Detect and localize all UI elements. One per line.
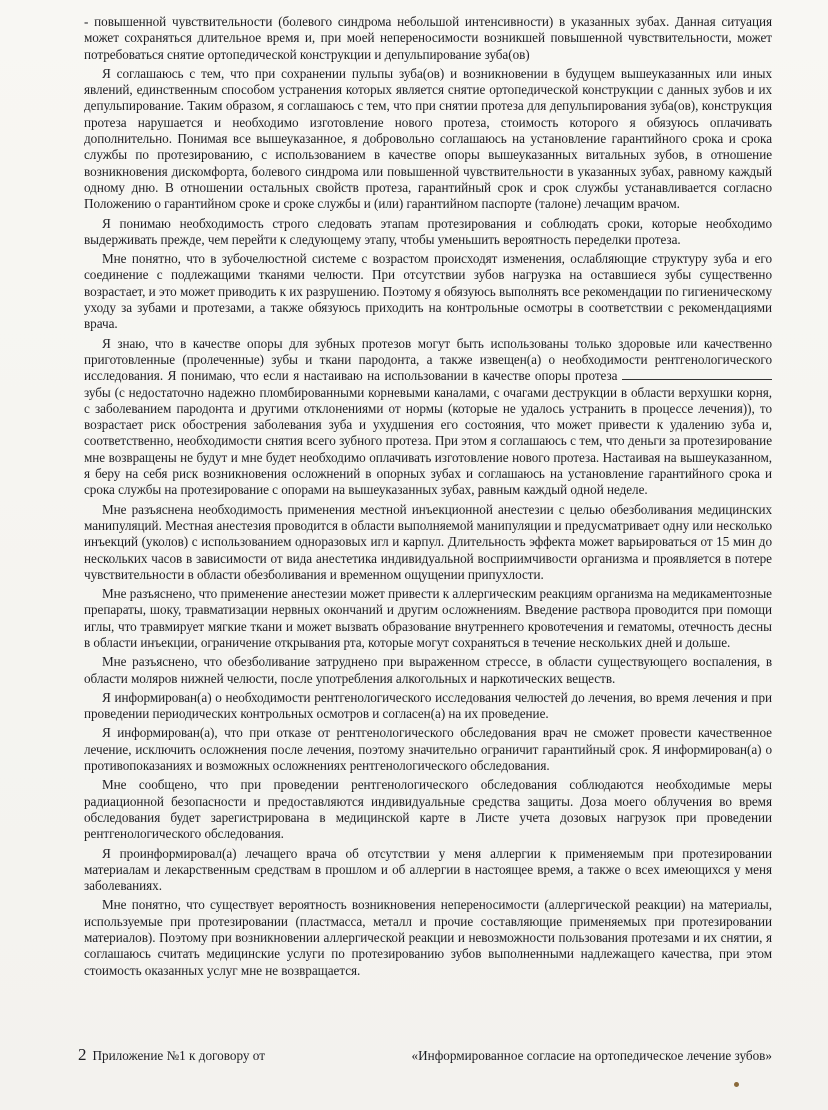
paragraph-text: Я знаю, что в качестве опоры для зубных протезов могут быть использованы только здоровые или качественно приготовленные (пролеченные) зубы и ткани пародонта, а также извещен(а) о необходимости рентгенологического исследования. Я понимаю, что если я настаиваю на использовании в качестве опоры протеза: [84, 335, 772, 384]
paragraph: Я проинформировал(а) лечащего врача об отсутствии у меня аллергии к применяемым при протезировании материалам и лекарственным средствам в прошлом и об аллергии в настоящее время, а также о всех имеющихся у меня заболеваниях.: [84, 845, 772, 894]
paragraph: Мне разъяснена необходимость применения местной инъекционной анестезии с целью обезболивания медицинских манипуляций. Местная анестезия проводится в области выполняемой манипуляции и предусматривает одну или несколько инъекций (уколов) с использованием одноразовых игл и карпул. Длительность эффекта может варьироваться от 15 мин до нескольких часов в зависимости от вида анестетика индивидуальной восприимчивости организма и проявляется в потере чувствительности в области обезболивания и временном ощущении припухлости.: [84, 501, 772, 582]
paper-speck: [734, 1082, 739, 1087]
paragraph: Я соглашаюсь с тем, что при сохранении пульпы зуба(ов) и возникновении в будущем вышеуказанных или иных явлений, единственным способом устранения которых является снятие ортопедической конструкции с данных зубов и их депульпирование. Таким образом, я соглашаюсь с тем, что при снятии протеза для депульпирования зуба(ов), конструкция протеза нарушается и необходимо изготовление нового протеза, стоимость которого я обязуюсь оплачивать дополнительно. Понимая все вышеуказанное, я добровольно соглашаюсь на установление гарантийного срока и срока службы по протезированию, с использованием в качестве опоры вышеуказанных витальных зубов, в отношение возникновения дискомфорта, болевого синдрома или повышенной чувствительности в указанных зубах, равному каждый одному дню. В отношении остальных свойств протеза, гарантийный срок и срок службы устанавливается согласно Положению о гарантийном сроке и сроке службы и (или) гарантийном паспорте (талоне) лечащим врачом.: [84, 65, 772, 212]
paragraph: Мне сообщено, что при проведении рентгенологического обследования соблюдаются необходимые меры радиационной безопасности и предоставляются индивидуальные средства защиты. Доза моего облучения во время обследования будет зарегистрирована в медицинской карте в Листе учета дозовых нагрузок при проведении рентгенологического обследования.: [84, 777, 772, 842]
paragraph-text-cont: зубы (с недостаточно надежно пломбированными корневыми каналами, с очагами деструкции в области верхушки корня, с заболеванием пародонта и другими отклонениями от нормы (которые не удалось устранить в процессе лечения)), то возрастает риск обострения заболевания зуба и ухудшения его состояния, что может привести к удалению зуба и, соответственно, необходимости снятия всего зубного протеза. При этом я соглашаюсь с тем, что деньги за протезирование мне возвращены не будут и мне будет необходимо оплачивать изготовление нового протеза. Настаивая на вышеуказанном, я беру на себя риск возникновения осложнений в опорных зубах и соглашаюсь на установление гарантийного срока и срока службы на протезирование с опорами на вышеуказанных зубах, равным каждый одной неделе.: [84, 384, 772, 498]
paragraph: - повышенной чувствительности (болевого синдрома небольшой интенсивности) в указанных зубах. Данная ситуация может сохраняться длительное время и, при моей непереносимости возникшей повышенной чувствительности, может потребоваться снятие ортопедической конструкции и депульпирование зуба(ов): [84, 14, 772, 62]
paragraph: Мне разъяснено, что обезболивание затруднено при выраженном стрессе, в области существующего воспаления, в области моляров нижней челюсти, после употребления алкогольных и наркотических веществ.: [84, 654, 772, 686]
paragraph-with-blank: [84, 336, 772, 499]
page-number: 2: [78, 1045, 87, 1064]
document-title: «Информированное согласие на ортопедическое лечение зубов»: [411, 1048, 772, 1063]
page-footer: [78, 1045, 772, 1065]
paragraph: Мне разъяснено, что применение анестезии может привести к аллергическим реакциям организма на медикаментозные препараты, шоку, травматизации нервных окончаний и другим осложнениям. Введение раствора проводится при помощи иглы, что травмирует мягкие ткани и может вызвать образование внутреннего кровотечения и гематомы, отечность десны в области инъекции, ограничение открывания рта, которые могут сохраняться в течение нескольких дней и дольше.: [84, 586, 772, 650]
fill-in-blank[interactable]: [622, 369, 772, 380]
paragraph: Я информирован(а) о необходимости рентгенологического исследования челюстей до лечения, во время лечения и при проведении периодических контрольных осмотров и согласен(а) на их проведение.: [84, 689, 772, 722]
appendix-label: Приложение №1 к договору от: [92, 1048, 265, 1063]
paragraph: Я понимаю необходимость строго следовать этапам протезирования и соблюдать сроки, которые необходимо выдерживать прежде, чем перейти к следующему этапу, чтобы уменьшить вероятность переделки протеза.: [84, 215, 772, 247]
paragraph: Мне понятно, что в зубочелюстной системе с возрастом происходят изменения, ослабляющие структуру зуба и его соединение с подлежащими тканями челюсти. При отсутствии зубов нагрузка на оставшиеся зубы существенно возрастает, и это может приводить к их разрушению. Поэтому я обязуюсь выполнять все рекомендации по гигиеническому уходу за зубами и протезами, а также обязуюсь приходить на контрольные осмотры в соответствии с рекомендациями врача.: [84, 251, 772, 332]
paragraph: Мне понятно, что существует вероятность возникновения непереносимости (аллергической реакции) на материалы, используемые при протезировании (пластмасса, металл и прочие составляющие применяемых при протезировании материалов). Поэтому при возникновении аллергической реакции и невозможности пользования протезами и их снятии, я соглашаюсь считать медицинские услуги по протезированию зубов выполненными надлежащего качества, при этом стоимость оказанных услуг мне не возвращается.: [84, 897, 772, 978]
paragraph: Я информирован(а), что при отказе от рентгенологического обследования врач не сможет провести качественное лечение, исключить осложнения после лечения, поэтому значительно ограничит гарантийный срок. Я информирован(а) о противопоказаниях и возможных осложнениях рентгенологического обследования.: [84, 725, 772, 774]
